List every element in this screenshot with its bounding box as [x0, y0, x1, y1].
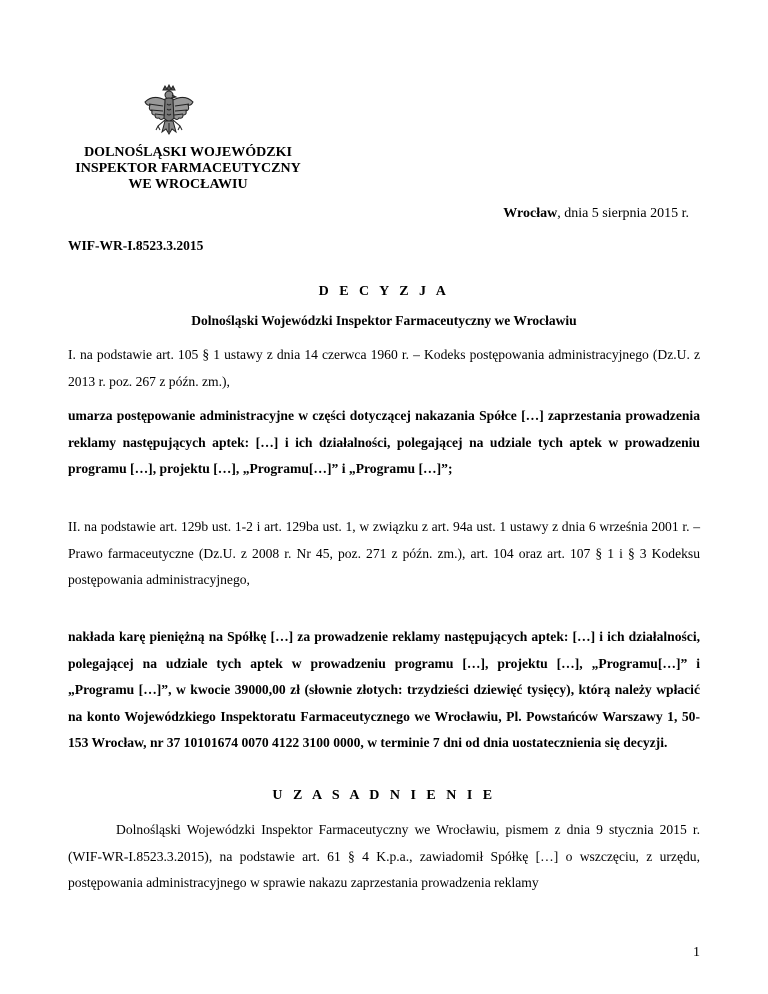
- authority-line-1: DOLNOŚLĄSKI WOJEWÓDZKI: [84, 145, 292, 160]
- document-title: D E C Y Z J A: [318, 284, 450, 299]
- issuer-line: Dolnośląski Wojewódzki Inspektor Farmaceutyczny we Wrocławiu: [191, 313, 577, 328]
- place: Wrocław: [503, 206, 558, 221]
- paragraph-legal-basis-1: I. na podstawie art. 105 § 1 ustawy z dnia 14 czerwca 1960 r. – Kodeks postępowania administracyjnego (Dz.U. z 2013 r. poz. 267 z późn. zm.),: [68, 347, 700, 389]
- paragraph-discontinuation: umarza postępowanie administracyjne w części dotyczącej nakazania Spółce […] zaprzestania prowadzenia reklamy następujących aptek: […] i ich działalności, polegającej na udziale tych aptek w prowadzeniu programu […], projektu […], „Programu[…]” i „Programu […]”;: [68, 408, 700, 476]
- justification-heading: U Z A S A D N I E N I E: [272, 788, 496, 803]
- justification-paragraph: Dolnośląski Wojewódzki Inspektor Farmaceutyczny we Wrocławiu, pismem z dnia 9 stycznia 2015 r. (WIF-WR-I.8523.3.2015), na podstawie art. 61 § 4 K.p.a., zawiadomił Spółkę […] o wszczęciu, z urzędu, postępowania administracyjnego w sprawie nakazu zaprzestania prowadzenia reklamy: [68, 822, 700, 890]
- paragraph-penalty: nakłada karę pieniężną na Spółkę […] za prowadzenie reklamy następujących aptek: […] i ich działalności, polegającej na udziale tych aptek w prowadzeniu programu […], projektu […], „Programu[…]” i „Programu […]”, w kwocie 39000,00 zł (słownie złotych: trzydzieści dziewięć tysięcy), którą należy wpłacić na konto Wojewódzkiego Inspektoratu Farmaceutycznego we Wrocławiu, Pl. Powstańców Warszawy 1, 50-153 Wrocław, nr 37 10101674 0070 4122 3100 0000, w terminie 7 dni od dnia uostatecznienia się decyzji.: [68, 629, 700, 750]
- paragraph-legal-basis-2: II. na podstawie art. 129b ust. 1-2 i art. 129ba ust. 1, w związku z art. 94a ust. 1 ustawy z dnia 6 września 2001 r. – Prawo farmaceutyczne (Dz.U. z 2008 r. Nr 45, poz. 271 z późn. zm.), art. 104 oraz art. 107 § 1 i § 3 Kodeksu postępowania administracyjnego,: [68, 519, 700, 587]
- date: , dnia 5 sierpnia 2015 r.: [557, 206, 689, 221]
- authority-line-3: WE WROCŁAWIU: [128, 177, 248, 192]
- page-number: 1: [693, 945, 700, 960]
- place-and-date: [503, 206, 689, 222]
- authority-line-2: INSPEKTOR FARMACEUTYCZNY: [75, 161, 301, 176]
- issuing-authority: [68, 145, 308, 193]
- polish-eagle-emblem-icon: [141, 84, 197, 144]
- case-reference: WIF-WR-I.8523.3.2015: [68, 238, 204, 253]
